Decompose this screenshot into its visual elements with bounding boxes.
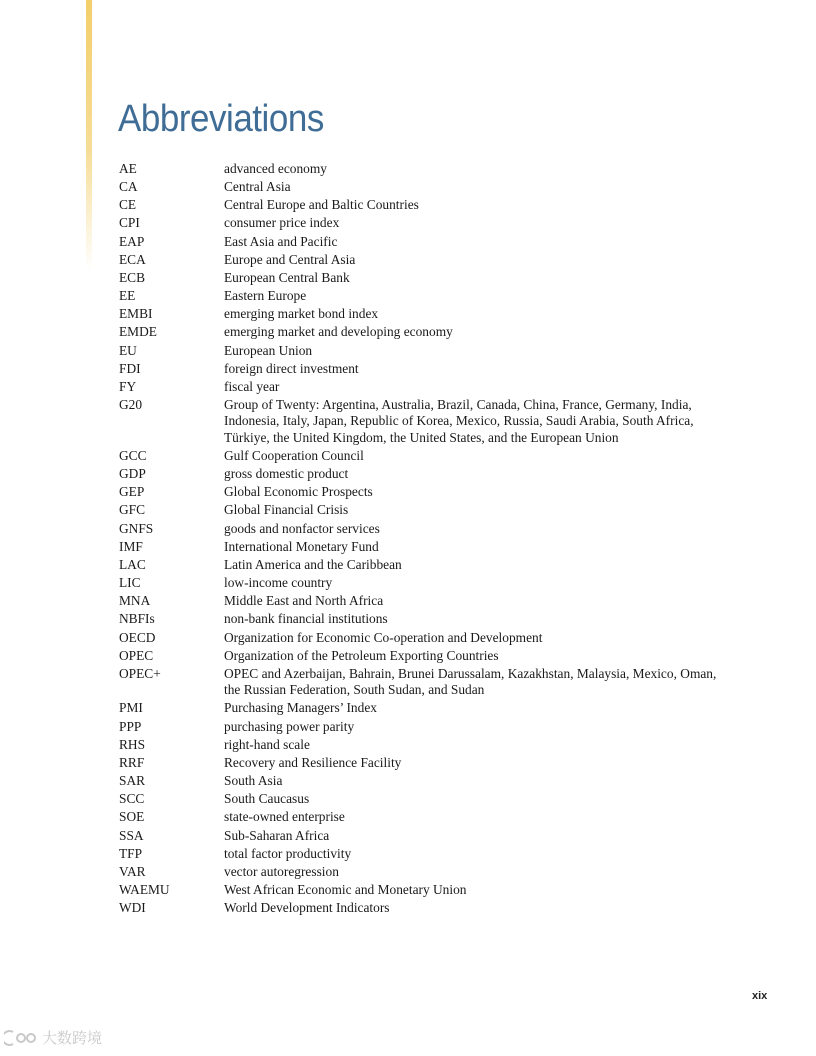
abbreviation-definition: OPEC and Azerbaijan, Bahrain, Brunei Darussalam, Kazakhstan, Malaysia, Mexico, Oman, the Russian Federation, South Sudan, and Sudan xyxy=(224,665,717,698)
abbreviation-row xyxy=(119,900,719,916)
abbreviation-definition: Gulf Cooperation Council xyxy=(224,448,364,463)
abbreviation-row xyxy=(119,809,719,825)
watermark xyxy=(4,1027,102,1048)
abbreviation-definition: Recovery and Resilience Facility xyxy=(224,754,402,770)
abbreviation-row xyxy=(119,864,719,880)
abbreviation-row xyxy=(119,379,719,395)
abbreviation-term: FDI xyxy=(119,360,141,376)
abbreviation-definition: Central Asia xyxy=(224,179,291,195)
abbreviation-term: GNFS xyxy=(119,520,154,536)
abbreviation-term: EMDE xyxy=(119,324,157,340)
abbreviation-definition: European Union xyxy=(224,342,313,358)
abbreviation-term: WDI xyxy=(119,900,146,916)
page-number: xix xyxy=(752,990,768,1002)
abbreviation-term: SSA xyxy=(119,827,144,843)
abbreviation-row xyxy=(119,397,719,446)
abbreviation-row xyxy=(119,755,719,771)
abbreviation-definition: emerging market and developing economy xyxy=(224,324,453,340)
abbreviation-term: OPEC xyxy=(119,647,154,663)
abbreviation-term: CE xyxy=(119,197,137,213)
abbreviation-row xyxy=(119,448,719,464)
abbreviation-definition: emerging market bond index xyxy=(224,306,379,322)
abbreviation-term: GEP xyxy=(119,484,145,500)
abbreviation-definition: South Caucasus xyxy=(224,791,310,807)
abbreviation-definition: East Asia and Pacific xyxy=(224,233,338,249)
abbreviation-term: RRF xyxy=(119,754,145,770)
abbreviation-row xyxy=(119,846,719,862)
abbreviation-row xyxy=(119,575,719,591)
abbreviation-row xyxy=(119,666,719,699)
abbreviation-row xyxy=(119,215,719,231)
abbreviation-term: EU xyxy=(119,342,137,358)
abbreviation-definition: gross domestic product xyxy=(224,466,349,482)
abbreviation-term: MNA xyxy=(119,593,151,609)
abbreviation-definition: non-bank financial institutions xyxy=(224,611,388,627)
abbreviation-row xyxy=(119,252,719,268)
decorative-edge-bar xyxy=(86,0,92,270)
abbreviation-row xyxy=(119,630,719,646)
abbreviation-term: LAC xyxy=(119,556,146,572)
abbreviation-definition: Group of Twenty: Argentina, Australia, Brazil, Canada, China, France, Germany, India, Indonesia, Italy, Japan, Republic of Korea, Mexico, Russia, Saudi Arabia, South Africa, Türkiye, the United Kingdom, the United States, and the European Union xyxy=(224,397,694,445)
abbreviation-term: VAR xyxy=(119,863,146,879)
abbreviation-definition: Eastern Europe xyxy=(224,288,307,304)
abbreviation-definition: Organization for Economic Co-operation and Development xyxy=(224,629,543,645)
abbreviation-term: EMBI xyxy=(119,306,153,322)
abbreviation-row xyxy=(119,611,719,627)
abbreviation-row xyxy=(119,791,719,807)
abbreviation-row xyxy=(119,197,719,213)
abbreviation-row xyxy=(119,719,719,735)
abbreviation-row xyxy=(119,648,719,664)
abbreviation-row xyxy=(119,521,719,537)
abbreviation-row xyxy=(119,161,719,177)
abbreviation-term: LIC xyxy=(119,575,141,591)
abbreviation-list xyxy=(119,161,719,918)
abbreviation-definition: West African Economic and Monetary Union xyxy=(224,882,467,897)
abbreviation-term: NBFIs xyxy=(119,611,155,627)
abbreviation-definition: Sub-Saharan Africa xyxy=(224,827,330,843)
abbreviation-definition: foreign direct investment xyxy=(224,360,359,376)
abbreviation-definition: advanced economy xyxy=(224,161,327,176)
abbreviation-row xyxy=(119,179,719,195)
abbreviation-term: FY xyxy=(119,378,137,394)
abbreviation-definition: International Monetary Fund xyxy=(224,538,379,554)
abbreviation-definition: consumer price index xyxy=(224,215,340,231)
abbreviation-row xyxy=(119,539,719,555)
abbreviation-term: GCC xyxy=(119,448,147,463)
abbreviation-definition: goods and nonfactor services xyxy=(224,520,380,536)
abbreviation-row xyxy=(119,700,719,716)
abbreviation-definition: Global Economic Prospects xyxy=(224,484,373,500)
abbreviation-term: OPEC+ xyxy=(119,665,161,681)
watermark-text: 大数跨境 xyxy=(42,1029,103,1047)
page-title: Abbreviations xyxy=(118,98,324,140)
abbreviation-definition: Latin America and the Caribbean xyxy=(224,556,402,572)
abbreviation-definition: World Development Indicators xyxy=(224,900,390,916)
abbreviation-term: TFP xyxy=(119,845,143,861)
abbreviation-definition: South Asia xyxy=(224,773,283,789)
abbreviation-definition: state-owned enterprise xyxy=(224,809,345,825)
abbreviation-definition: fiscal year xyxy=(224,378,280,394)
abbreviation-definition: European Central Bank xyxy=(224,269,350,285)
watermark-logo-icon xyxy=(4,1029,38,1047)
abbreviation-row xyxy=(119,828,719,844)
abbreviation-row xyxy=(119,306,719,322)
abbreviation-row xyxy=(119,557,719,573)
abbreviation-definition: total factor productivity xyxy=(224,845,352,861)
abbreviation-term: PMI xyxy=(119,700,143,716)
abbreviation-term: OECD xyxy=(119,629,156,645)
abbreviation-row xyxy=(119,502,719,518)
abbreviation-term: ECB xyxy=(119,269,146,285)
abbreviation-term: WAEMU xyxy=(119,882,170,897)
abbreviation-row xyxy=(119,343,719,359)
abbreviation-term: RHS xyxy=(119,736,146,752)
abbreviation-row xyxy=(119,466,719,482)
abbreviation-term: PPP xyxy=(119,718,142,734)
abbreviation-term: GFC xyxy=(119,502,146,518)
abbreviation-term: EAP xyxy=(119,233,145,249)
abbreviation-term: EE xyxy=(119,288,136,304)
abbreviation-definition: vector autoregression xyxy=(224,863,339,879)
abbreviation-definition: Europe and Central Asia xyxy=(224,251,356,267)
abbreviation-row xyxy=(119,270,719,286)
abbreviation-definition: Global Financial Crisis xyxy=(224,502,349,518)
abbreviation-definition: low-income country xyxy=(224,575,333,591)
abbreviation-row xyxy=(119,882,719,898)
abbreviation-term: G20 xyxy=(119,397,143,413)
abbreviation-row xyxy=(119,737,719,753)
abbreviation-row xyxy=(119,773,719,789)
abbreviation-row xyxy=(119,288,719,304)
abbreviation-row xyxy=(119,361,719,377)
abbreviation-term: AE xyxy=(119,161,137,176)
abbreviation-term: CPI xyxy=(119,215,140,231)
abbreviation-term: SOE xyxy=(119,809,145,825)
abbreviation-term: ECA xyxy=(119,251,146,267)
abbreviation-term: SCC xyxy=(119,791,145,807)
abbreviation-definition: Purchasing Managers’ Index xyxy=(224,700,377,716)
abbreviation-term: CA xyxy=(119,179,138,195)
abbreviation-definition: Central Europe and Baltic Countries xyxy=(224,197,419,213)
abbreviation-row xyxy=(119,593,719,609)
abbreviation-row xyxy=(119,324,719,340)
abbreviation-row xyxy=(119,484,719,500)
abbreviation-definition: right-hand scale xyxy=(224,736,310,752)
abbreviation-term: IMF xyxy=(119,538,143,554)
abbreviation-definition: purchasing power parity xyxy=(224,718,355,734)
abbreviation-term: SAR xyxy=(119,773,146,789)
abbreviation-term: GDP xyxy=(119,466,146,482)
abbreviation-definition: Organization of the Petroleum Exporting Countries xyxy=(224,647,499,663)
abbreviation-definition: Middle East and North Africa xyxy=(224,593,384,609)
abbreviation-row xyxy=(119,234,719,250)
